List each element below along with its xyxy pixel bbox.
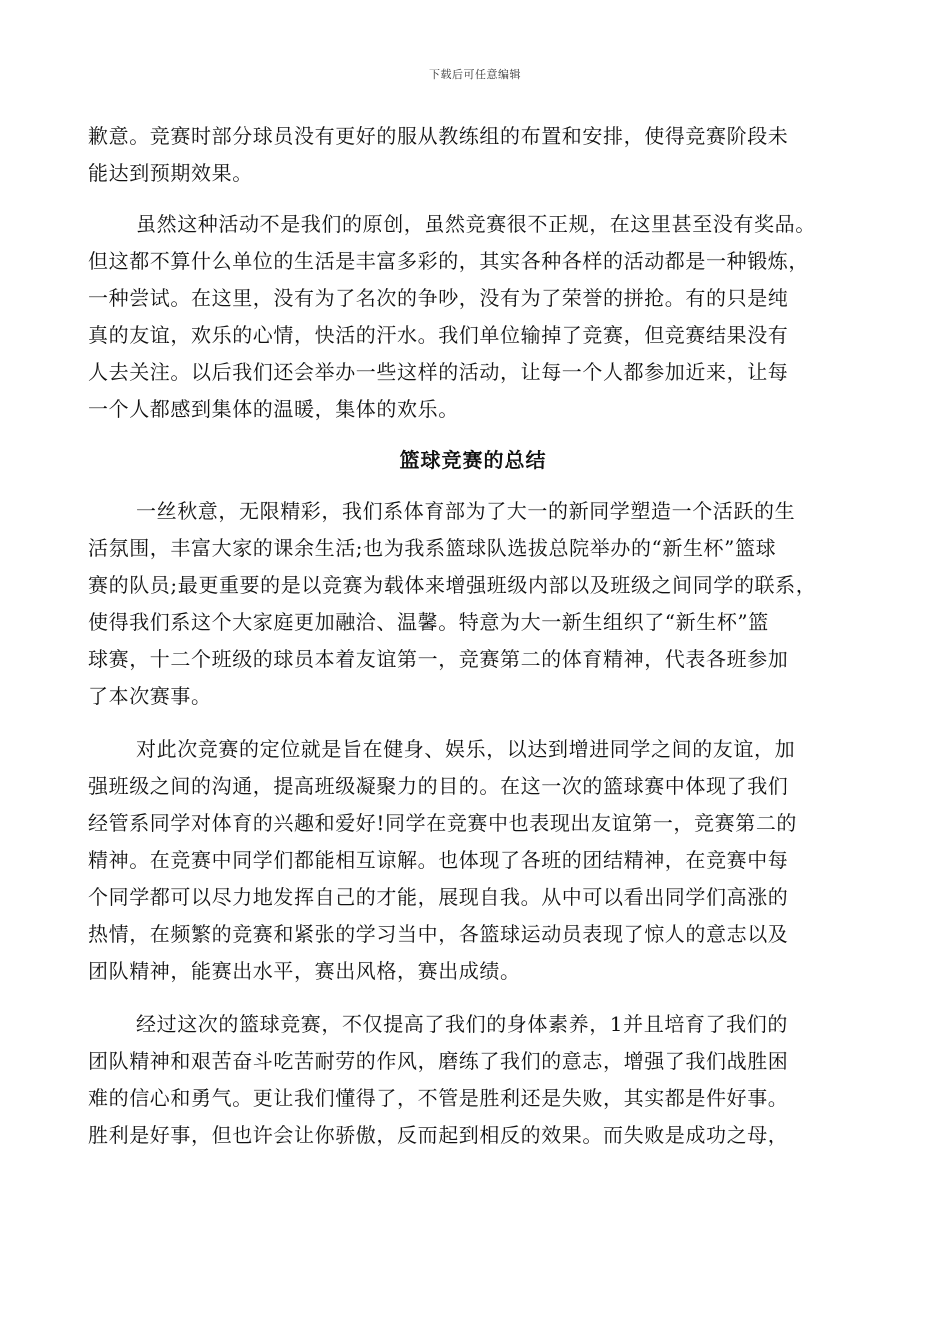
- text-line: 胜利是好事，但也许会让你骄傲，反而起到相反的效果。而失败是成功之母，: [88, 1123, 789, 1147]
- paragraph-gap: [88, 428, 858, 442]
- text-line: 热情，在频繁的竞赛和紧张的学习当中，各篮球运动员表现了惊人的意志以及: [88, 922, 789, 946]
- paragraph-3: [88, 731, 858, 990]
- text-line: 对此次竞赛的定位就是旨在健身、娱乐，以达到增进同学之间的友谊，加: [136, 737, 796, 761]
- paragraph-4: [88, 1006, 858, 1154]
- text-line: 经管系同学对体育的兴趣和爱好!同学在竞赛中也表现出友谊第一，竞赛第二的: [88, 811, 798, 835]
- text-line: 能达到预期效果。: [88, 161, 253, 185]
- header-note: 下载后可任意编辑: [429, 68, 521, 81]
- text-line: 赛的队员;最更重要的是以竞赛为载体来增强班级内部以及班级之间同学的联系，: [88, 573, 817, 597]
- text-line: 精神。在竞赛中同学们都能相互谅解。也体现了各班的团结精神，在竞赛中每: [88, 848, 789, 872]
- text-line: 虽然这种活动不是我们的原创，虽然竞赛很不正规，在这里甚至没有奖品。: [136, 212, 816, 236]
- text-line: 歉意。竞赛时部分球员没有更好的服从教练组的布置和安排，使得竞赛阶段未: [88, 124, 789, 148]
- paragraph-1: [88, 206, 858, 428]
- text-line: 难的信心和勇气。更让我们懂得了，不管是胜利还是失败，其实都是件好事。: [88, 1086, 789, 1110]
- text-line: 人去关注。以后我们还会举办一些这样的活动，让每一个人都参加近来，让每: [88, 360, 789, 384]
- text-line: 一丝秋意，无限精彩，我们系体育部为了大一的新同学塑造一个活跃的生: [136, 499, 796, 523]
- text-line: 团队精神和艰苦奋斗吃苦耐劳的作风，磨练了我们的意志，增强了我们战胜困: [88, 1049, 789, 1073]
- document-body: [88, 118, 858, 1154]
- text-line: 团队精神，能赛出水平，赛出风格，赛出成绩。: [88, 959, 521, 983]
- text-line: 强班级之间的沟通，提高班级凝聚力的目的。在这一次的篮球赛中体现了我们: [88, 774, 789, 798]
- text-line: 经过这次的篮球竞赛，不仅提高了我们的身体素养，1并且培育了我们的: [136, 1012, 788, 1036]
- paragraph-gap: [88, 990, 858, 1006]
- intro-paragraph: [88, 118, 858, 192]
- text-line: 了本次赛事。: [88, 684, 212, 708]
- text-line: 活氛围，丰富大家的课余生活;也为我系篮球队选拔总院举办的“新生杯”篮球: [88, 536, 777, 560]
- text-line: 但这都不算什么单位的生活是丰富多彩的，其实各种各样的活动都是一种锻炼，: [88, 249, 809, 273]
- paragraph-2: [88, 493, 858, 715]
- text-line: 一个人都感到集体的温暖，集体的欢乐。: [88, 397, 459, 421]
- text-line: 真的友谊，欢乐的心情，快活的汗水。我们单位输掉了竞赛，但竞赛结果没有: [88, 323, 789, 347]
- paragraph-gap: [88, 192, 858, 206]
- text-line: 球赛，十二个班级的球员本着友谊第一，竞赛第二的体育精神，代表各班参加: [88, 647, 789, 671]
- text-line: 个同学都可以尽力地发挥自己的才能，展现自我。从中可以看出同学们高涨的: [88, 885, 789, 909]
- paragraph-gap: [88, 715, 858, 731]
- section-title: 篮球竞赛的总结: [399, 448, 547, 472]
- text-line: 使得我们系这个大家庭更加融洽、温馨。特意为大一新生组织了“新生杯”篮: [88, 610, 769, 634]
- text-line: 一种尝试。在这里，没有为了名次的争吵，没有为了荣誉的拼抢。有的只是纯: [88, 286, 789, 310]
- paragraph-gap: [88, 479, 858, 493]
